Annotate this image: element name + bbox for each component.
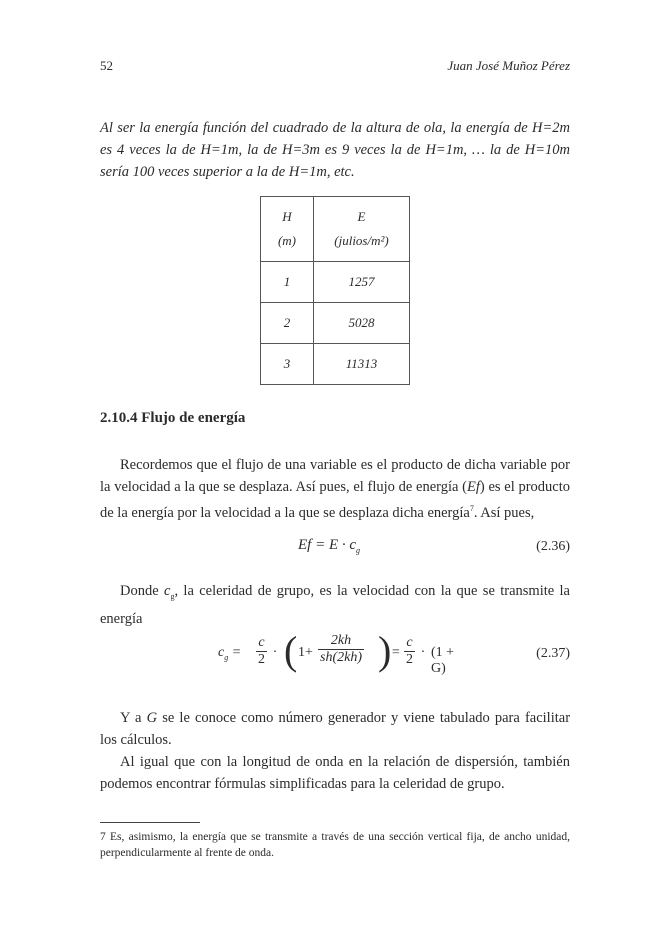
denominator: 2 xyxy=(258,652,265,667)
fraction-c-over-2 xyxy=(404,635,415,668)
table-cell: 1 xyxy=(261,262,314,303)
header-unit: (julios/m²) xyxy=(334,233,389,248)
paragraph-generator-number xyxy=(100,707,570,751)
fraction-2kh xyxy=(318,633,364,666)
eq-rhs: = E · c xyxy=(315,537,357,553)
page-number: 52 xyxy=(100,58,113,73)
table-row xyxy=(261,262,410,303)
text-span: , la celeridad de grupo, es la velocidad con la que se transmite la energía xyxy=(100,583,570,627)
table-row xyxy=(261,344,410,385)
section-title: 2.10.4 Flujo de energía xyxy=(100,410,246,426)
equation-number: (2.37) xyxy=(536,646,570,661)
numerator: 2kh xyxy=(318,633,364,650)
header-symbol: H xyxy=(282,209,292,224)
text-span: ) es el producto de la energía por la velocidad a la que se desplaza dicha energía xyxy=(100,479,570,521)
header-symbol: E xyxy=(357,209,366,224)
table-cell: 11313 xyxy=(314,344,410,385)
paragraph-group-celerity xyxy=(100,580,570,630)
symbol-ef: Ef xyxy=(467,479,480,495)
running-header-author: Juan José Muñoz Pérez xyxy=(447,58,570,73)
table-cell: 5028 xyxy=(314,303,410,344)
paragraph-energy-flux xyxy=(100,454,570,524)
paragraph-simplified-formulas: Al igual que con la longitud de onda en la relación de dispersión, también podemos encontrar fórmulas simplificadas para la celeridad de grupo. xyxy=(100,754,570,792)
text-span: Y a xyxy=(120,710,142,726)
table-cell: 1257 xyxy=(314,262,410,303)
denominator: sh(2kh) xyxy=(320,650,362,665)
text-span: se le conoce como número generador y viene tabulado para facilitar los cálculos. xyxy=(100,710,571,748)
numerator: c xyxy=(404,635,415,652)
table-row xyxy=(261,303,410,344)
table-header-h xyxy=(261,197,314,262)
symbol-cg: c xyxy=(164,583,171,599)
dot-operator: · xyxy=(273,645,277,660)
eq-tail: (1 + G) xyxy=(431,645,455,676)
dot-operator: · xyxy=(421,645,425,660)
symbol-subscript: g xyxy=(170,591,175,601)
text-span: . Así pues, xyxy=(473,504,535,521)
eq-one-plus: 1+ xyxy=(298,645,313,660)
eq-lhs: Ef xyxy=(298,537,312,553)
symbol-g: G xyxy=(146,710,158,726)
energy-table xyxy=(260,196,410,385)
table-header-e xyxy=(314,197,410,262)
close-paren: ) xyxy=(378,628,392,673)
footnote-divider xyxy=(100,822,200,823)
equation-2-37 xyxy=(218,628,468,682)
header-unit: (m) xyxy=(277,233,297,248)
eq-subscript: g xyxy=(224,652,229,662)
equation-2-36 xyxy=(298,537,360,555)
text-span: Recordemos que el flujo de una variable es el producto de dicha variable por la velocidad a la que se desplaza. Así pues, el flujo de energía ( xyxy=(100,457,570,495)
denominator: 2 xyxy=(406,652,413,667)
text-span: Donde xyxy=(120,583,159,599)
fraction-c-over-2 xyxy=(256,635,267,668)
footnote: 7 Es, asimismo, la energía que se transmite a través de una sección vertical fija, de ancho unidad, perpendicularmente al frente de onda. xyxy=(100,831,570,859)
table-cell: 2 xyxy=(261,303,314,344)
eq-equals: = xyxy=(391,645,401,660)
open-paren: ( xyxy=(284,628,298,673)
equation-number: (2.36) xyxy=(536,539,570,554)
table-cell: 3 xyxy=(261,344,314,385)
footnote-ref: 7 xyxy=(469,504,474,513)
intro-paragraph: Al ser la energía función del cuadrado de la altura de ola, la energía de H=2m es 4 veces la de H=1m, la de H=3m es 9 veces la de H=1m, … la de H=10m sería 100 veces superior a la de H=1m, etc. xyxy=(100,120,570,180)
eq-subscript: g xyxy=(356,546,361,555)
numerator: c xyxy=(256,635,267,652)
eq-equals: = xyxy=(231,645,242,660)
eq-lhs: c xyxy=(218,645,225,660)
